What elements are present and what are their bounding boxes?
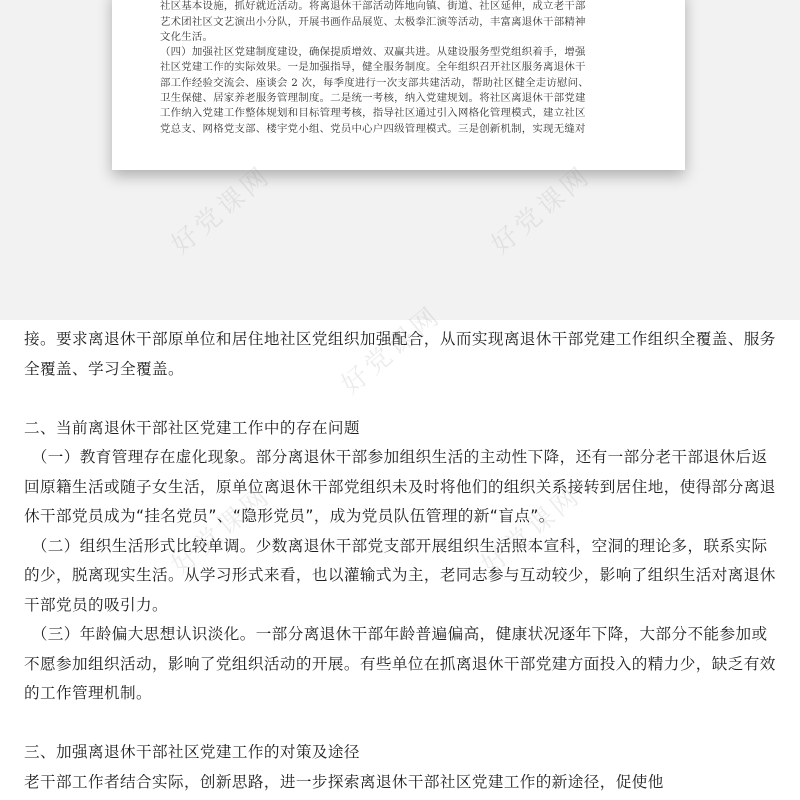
- preview-line: （四）加强社区党建制度建设，确保提质增效、双赢共进。从建设服务型党组织着手，增强: [160, 46, 586, 59]
- watermark: 好党课网: [476, 480, 588, 581]
- paragraph-gap: [24, 384, 780, 414]
- paragraph: （三）年龄偏大思想认识淡化。一部分离退休干部年龄普遍偏高，健康状况逐年下降，大部分不能参加或不愿参加组织活动，影响了党组织活动的开展。有些单位在抓离退休干部党建方面投入的精力少，缺乏有效的工作管理机制。: [24, 625, 776, 702]
- section-heading: 三、加强离退休干部社区党建工作的对策及途径: [24, 743, 360, 761]
- paragraph: （二）组织生活形式比较单调。少数离退休干部党支部开展组织生活照本宣科，空洞的理论多，联系实际的少，脱离现实生活。从学习形式来看，也以灌输式为主，老同志参与互动较少，影响了组织生活对离退休干部党员的吸引力。: [24, 536, 776, 614]
- section-heading: 二、当前离退休干部社区党建工作中的存在问题: [24, 418, 360, 437]
- paragraph-continuation: 接。要求离退休干部原单位和居住地社区党组织加强配合，从而实现离退休干部党建工作组织全覆盖、服务全覆盖、学习全覆盖。: [24, 330, 776, 378]
- preview-line: 艺术团社区文艺演出小分队，开展书画作品展览、太极拳汇演等活动，丰富离退休干部精神: [160, 15, 586, 28]
- document-page-preview: [112, 0, 685, 170]
- preview-line: 社区党建工作的实际效果。一是加强指导，健全服务制度。全年组织召开社区服务离退休干: [160, 61, 586, 74]
- watermark: 好党课网: [166, 480, 278, 581]
- paragraph: 老干部工作者结合实际，创新思路，进一步探索离退休干部社区党建工作的新途径，促使他: [24, 772, 664, 791]
- preview-line: 卫生保健、居家养老服务管理制度。二是统一考核，纳入党建规划。将社区离退休干部党建: [160, 92, 586, 105]
- preview-line: 部工作经验交流会、座谈会 2 次，每季度进行一次支部共建活动，帮助社区健全走访慰问、: [160, 76, 589, 89]
- preview-line: 文化生活。: [160, 30, 214, 43]
- paragraph: （一）教育管理存在虚化现象。部分离退休干部参加组织生活的主动性下降，还有一部分老干部退休后返回原籍生活或随子女生活，原单位离退休干部党组织未及时将他们的组织关系接转到居住地，使得部分离退休干部党员成为“挂名党员”、“隐形党员”，成为党员队伍管理的新“盲点”。: [24, 448, 776, 525]
- preview-line: 党总支、网格党支部、楼宇党小组、党员中心户四级管理模式。三是创新机制，实现无缝对: [160, 122, 586, 135]
- preview-line: 社区基本设施，抓好就近活动。将离退休干部活动阵地向镇、街道、社区延伸，成立老干部: [160, 0, 586, 13]
- paragraph-gap: [24, 709, 780, 739]
- preview-line: 工作纳入党建工作整体规划和目标管理考核，指导社区通过引入网格化管理模式，建立社区: [160, 107, 586, 120]
- watermark: 好党课网: [336, 300, 448, 401]
- document-page-text: [160, 0, 630, 137]
- article-body: [24, 325, 780, 797]
